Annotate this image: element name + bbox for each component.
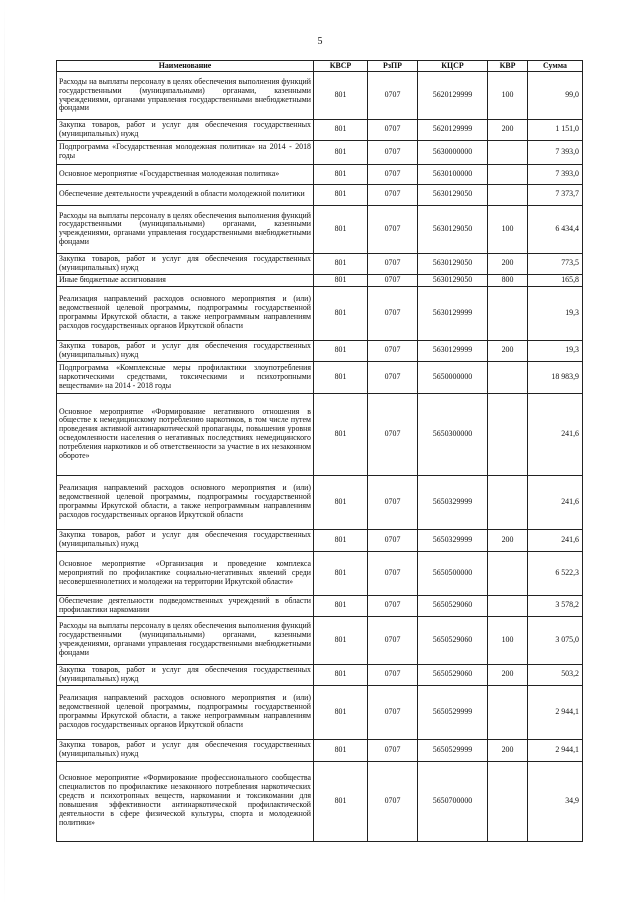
table-row <box>57 739 583 761</box>
row-name-cell: Закупка товаров, работ и услуг для обеспечения государственных (муниципальных) нужд <box>57 120 314 141</box>
table-header-row <box>57 61 583 72</box>
row-kcsr-cell: 5630129999 <box>418 340 488 361</box>
row-rzpr-cell: 0707 <box>368 184 418 205</box>
row-name-cell: Реализация направлений расходов основного мероприятия и (или) ведомственной целевой программы, подпрограммы государственной программы Иркутской области, а также непрограммным направлениям расходов государственных органов Иркутской области <box>57 286 314 340</box>
row-sum-cell: 503,2 <box>528 664 583 685</box>
row-name-cell: Реализация направлений расходов основного мероприятия и (или) ведомственной целевой программы, подпрограммы государственной программы Иркутской области, а также непрограммным направлениям расходов государственных органов Иркутской области <box>57 685 314 739</box>
row-rzpr-cell: 0707 <box>368 393 418 475</box>
row-kvr-cell: 200 <box>488 120 528 141</box>
row-kvsr-cell: 801 <box>314 595 368 616</box>
row-name-cell: Расходы на выплаты персоналу в целях обеспечения выполнения функций государственными (муниципальными) органами, казенными учреждениями, органами управления государственными внебюджетными фондами <box>57 205 314 253</box>
row-name-cell: Расходы на выплаты персоналу в целях обеспечения выполнения функций государственными (муниципальными) органами, казенными учреждениями, органами управления государственными внебюджетными фондами <box>57 72 314 120</box>
row-kcsr-cell: 5630000000 <box>418 140 488 164</box>
table-row <box>57 274 583 286</box>
table-row <box>57 164 583 184</box>
row-sum-cell: 165,8 <box>528 274 583 286</box>
row-kvsr-cell: 801 <box>314 340 368 361</box>
row-kvsr-cell: 801 <box>314 664 368 685</box>
row-kvsr-cell: 801 <box>314 361 368 393</box>
row-kvsr-cell: 801 <box>314 140 368 164</box>
row-sum-cell: 99,0 <box>528 72 583 120</box>
row-kvr-cell: 100 <box>488 616 528 664</box>
row-rzpr-cell: 0707 <box>368 739 418 761</box>
row-name-cell: Закупка товаров, работ и услуг для обеспечения государственных (муниципальных) нужд <box>57 664 314 685</box>
row-kvsr-cell: 801 <box>314 616 368 664</box>
page-number: 5 <box>317 36 323 47</box>
row-kcsr-cell: 5630129050 <box>418 253 488 274</box>
table-row <box>57 253 583 274</box>
row-kvr-cell <box>488 685 528 739</box>
row-kvr-cell <box>488 140 528 164</box>
row-kvsr-cell: 801 <box>314 253 368 274</box>
row-sum-cell: 7 373,7 <box>528 184 583 205</box>
row-kvsr-cell: 801 <box>314 205 368 253</box>
row-rzpr-cell: 0707 <box>368 286 418 340</box>
table-row <box>57 595 583 616</box>
row-name-cell: Основное мероприятие «Формирование профессионального сообщества специалистов по профилактике незаконного потребления наркотических средств и психотропных веществ, наркомании и токсикомании для повышения эффективности антинаркотической профилактической деятельности в сфере физической культуры, спорта и молодежной политики» <box>57 761 314 841</box>
row-kcsr-cell: 5650500000 <box>418 551 488 595</box>
row-name-cell: Закупка товаров, работ и услуг для обеспечения государственных (муниципальных) нужд <box>57 253 314 274</box>
row-name-cell: Основное мероприятие «Организация и проведение комплекса мероприятий по профилактике социально-негативных явлений среди несовершеннолетних и молодежи на территории Иркутской области» <box>57 551 314 595</box>
row-kvr-cell: 200 <box>488 340 528 361</box>
row-kvr-cell <box>488 595 528 616</box>
row-name-cell: Реализация направлений расходов основного мероприятия и (или) ведомственной целевой программы, подпрограммы государственной программы Иркутской области, а также непрограммным направлениям расходов государственных органов Иркутской области <box>57 475 314 529</box>
row-kvsr-cell: 801 <box>314 529 368 551</box>
budget-table <box>56 60 583 842</box>
row-kcsr-cell: 5630100000 <box>418 164 488 184</box>
row-name-cell: Иные бюджетные ассигнования <box>57 274 314 286</box>
row-kvsr-cell: 801 <box>314 551 368 595</box>
row-sum-cell: 3 075,0 <box>528 616 583 664</box>
row-kcsr-cell: 5620129999 <box>418 72 488 120</box>
row-rzpr-cell: 0707 <box>368 340 418 361</box>
row-kcsr-cell: 5650329999 <box>418 529 488 551</box>
table-row <box>57 205 583 253</box>
table-row <box>57 361 583 393</box>
row-sum-cell: 241,6 <box>528 475 583 529</box>
row-rzpr-cell: 0707 <box>368 595 418 616</box>
row-kvr-cell <box>488 761 528 841</box>
table-row <box>57 529 583 551</box>
row-kcsr-cell: 5650329999 <box>418 475 488 529</box>
table-row <box>57 72 583 120</box>
row-kvr-cell: 200 <box>488 253 528 274</box>
row-sum-cell: 241,6 <box>528 529 583 551</box>
row-kcsr-cell: 5620129999 <box>418 120 488 141</box>
row-name-cell: Закупка товаров, работ и услуг для обеспечения государственных (муниципальных) нужд <box>57 529 314 551</box>
row-sum-cell: 34,9 <box>528 761 583 841</box>
table-row <box>57 664 583 685</box>
row-kvr-cell <box>488 551 528 595</box>
table-row <box>57 140 583 164</box>
header-sum: Сумма <box>528 61 583 72</box>
row-rzpr-cell: 0707 <box>368 253 418 274</box>
row-name-cell: Расходы на выплаты персоналу в целях обеспечения выполнения функций государственными (муниципальными) органами, казенными учреждениями, органами управления государственными внебюджетными фондами <box>57 616 314 664</box>
row-name-cell: Обеспечение деятельности учреждений в области молодежной политики <box>57 184 314 205</box>
row-name-cell: Основное мероприятие «Государственная молодежная политика» <box>57 164 314 184</box>
row-kcsr-cell: 5650529060 <box>418 616 488 664</box>
header-name: Наименование <box>57 61 314 72</box>
table-row <box>57 393 583 475</box>
row-sum-cell: 1 151,0 <box>528 120 583 141</box>
row-kcsr-cell: 5650529060 <box>418 664 488 685</box>
row-sum-cell: 19,3 <box>528 340 583 361</box>
row-rzpr-cell: 0707 <box>368 164 418 184</box>
row-rzpr-cell: 0707 <box>368 475 418 529</box>
row-kcsr-cell: 5630129050 <box>418 184 488 205</box>
row-name-cell: Подпрограмма «Государственная молодежная политика» на 2014 - 2018 годы <box>57 140 314 164</box>
header-kvsr: КВСР <box>314 61 368 72</box>
header-rzpr: РзПР <box>368 61 418 72</box>
row-kvsr-cell: 801 <box>314 72 368 120</box>
row-name-cell: Основное мероприятие «Формирование негативного отношения в обществе к немедицинскому потреблению наркотиков, в том числе путем проведения активной антинаркотической пропаганды, повышения уровня осведомленности населения о негативных последствиях немедицинского потребления наркотиков и об ответственности за участие в их незаконном обороте» <box>57 393 314 475</box>
row-kvr-cell: 200 <box>488 739 528 761</box>
row-kvr-cell <box>488 475 528 529</box>
row-sum-cell: 7 393,0 <box>528 164 583 184</box>
row-rzpr-cell: 0707 <box>368 551 418 595</box>
row-sum-cell: 6 522,3 <box>528 551 583 595</box>
row-name-cell: Обеспечение деятельности подведомственных учреждений в области профилактики наркомании <box>57 595 314 616</box>
row-kvr-cell <box>488 361 528 393</box>
row-kcsr-cell: 5650000000 <box>418 361 488 393</box>
row-kvr-cell <box>488 393 528 475</box>
row-kvr-cell: 200 <box>488 664 528 685</box>
header-kcsr: КЦСР <box>418 61 488 72</box>
row-sum-cell: 19,3 <box>528 286 583 340</box>
row-rzpr-cell: 0707 <box>368 685 418 739</box>
table-row <box>57 616 583 664</box>
row-kvr-cell: 100 <box>488 72 528 120</box>
row-rzpr-cell: 0707 <box>368 120 418 141</box>
table-body <box>57 72 583 842</box>
table-row <box>57 685 583 739</box>
scan-edge-shadow <box>4 0 5 905</box>
row-kcsr-cell: 5650700000 <box>418 761 488 841</box>
row-sum-cell: 6 434,4 <box>528 205 583 253</box>
row-kvr-cell <box>488 286 528 340</box>
row-name-cell: Подпрограмма «Комплексные меры профилактики злоупотребления наркотическими средствами, токсическими и психотропными веществами» на 2014 - 2018 годы <box>57 361 314 393</box>
table-row <box>57 761 583 841</box>
row-kcsr-cell: 5650529999 <box>418 685 488 739</box>
table-row <box>57 340 583 361</box>
row-rzpr-cell: 0707 <box>368 140 418 164</box>
table-row <box>57 184 583 205</box>
row-name-cell: Закупка товаров, работ и услуг для обеспечения государственных (муниципальных) нужд <box>57 739 314 761</box>
row-kvsr-cell: 801 <box>314 274 368 286</box>
row-kvsr-cell: 801 <box>314 761 368 841</box>
row-kcsr-cell: 5650300000 <box>418 393 488 475</box>
row-sum-cell: 2 944,1 <box>528 739 583 761</box>
table-row <box>57 475 583 529</box>
row-sum-cell: 2 944,1 <box>528 685 583 739</box>
table-row <box>57 551 583 595</box>
row-kvsr-cell: 801 <box>314 286 368 340</box>
row-rzpr-cell: 0707 <box>368 72 418 120</box>
row-rzpr-cell: 0707 <box>368 664 418 685</box>
row-kvsr-cell: 801 <box>314 164 368 184</box>
row-sum-cell: 7 393,0 <box>528 140 583 164</box>
row-rzpr-cell: 0707 <box>368 616 418 664</box>
row-rzpr-cell: 0707 <box>368 274 418 286</box>
row-name-cell: Закупка товаров, работ и услуг для обеспечения государственных (муниципальных) нужд <box>57 340 314 361</box>
row-kvsr-cell: 801 <box>314 184 368 205</box>
row-sum-cell: 241,6 <box>528 393 583 475</box>
row-sum-cell: 3 578,2 <box>528 595 583 616</box>
row-kcsr-cell: 5650529999 <box>418 739 488 761</box>
header-kvr: КВР <box>488 61 528 72</box>
row-kcsr-cell: 5630129999 <box>418 286 488 340</box>
table-row <box>57 286 583 340</box>
row-kvr-cell: 200 <box>488 529 528 551</box>
row-kvr-cell <box>488 164 528 184</box>
row-rzpr-cell: 0707 <box>368 205 418 253</box>
row-kvsr-cell: 801 <box>314 739 368 761</box>
row-kvsr-cell: 801 <box>314 393 368 475</box>
row-rzpr-cell: 0707 <box>368 361 418 393</box>
row-kvr-cell <box>488 184 528 205</box>
row-kvsr-cell: 801 <box>314 120 368 141</box>
row-kvr-cell: 100 <box>488 205 528 253</box>
row-sum-cell: 18 983,9 <box>528 361 583 393</box>
row-kcsr-cell: 5650529060 <box>418 595 488 616</box>
table-row <box>57 120 583 141</box>
row-kcsr-cell: 5630129050 <box>418 205 488 253</box>
row-kvsr-cell: 801 <box>314 475 368 529</box>
row-kcsr-cell: 5630129050 <box>418 274 488 286</box>
row-rzpr-cell: 0707 <box>368 529 418 551</box>
row-sum-cell: 773,5 <box>528 253 583 274</box>
row-kvr-cell: 800 <box>488 274 528 286</box>
row-rzpr-cell: 0707 <box>368 761 418 841</box>
row-kvsr-cell: 801 <box>314 685 368 739</box>
